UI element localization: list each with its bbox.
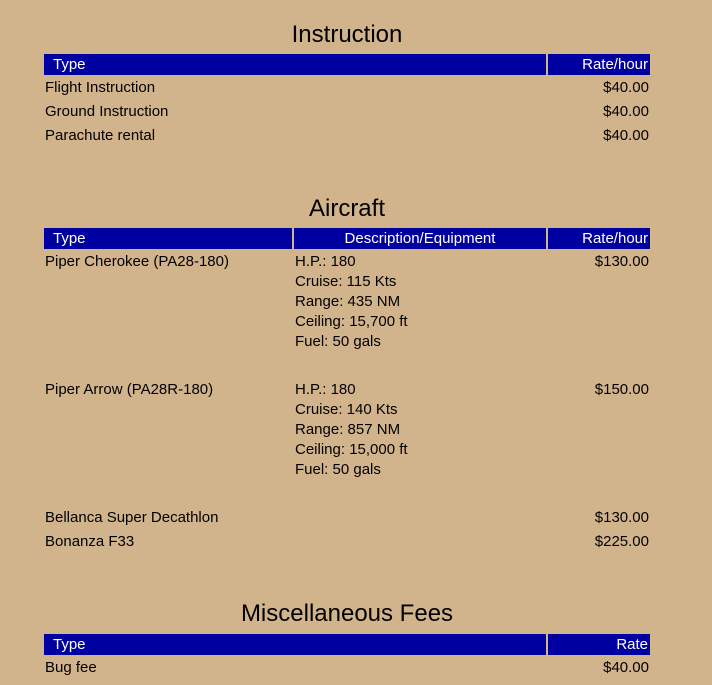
instruction-row-type: Parachute rental (45, 127, 156, 144)
aircraft-row-rate: $225.00 (594, 533, 649, 550)
description-line: Cruise: 140 Kts (295, 401, 398, 418)
instruction-type-header: Type (44, 54, 546, 75)
misc-row-rate: $40.00 (603, 659, 649, 676)
misc-rate-header: Rate (548, 634, 650, 655)
aircraft-row-type: Piper Arrow (PA28R-180) (45, 381, 214, 398)
instruction-title: Instruction (291, 21, 403, 48)
aircraft-row-description (295, 252, 408, 352)
aircraft-description-header: Description/Equipment (294, 228, 546, 249)
misc-type-header: Type (44, 634, 546, 655)
description-line: Fuel: 50 gals (295, 461, 381, 478)
instruction-row-rate: $40.00 (603, 103, 649, 120)
misc-row-type: Bug fee (45, 659, 97, 676)
aircraft-type-header: Type (44, 228, 292, 249)
instruction-row-rate: $40.00 (603, 127, 649, 144)
description-line: Range: 435 NM (295, 293, 401, 310)
instruction-row-type: Flight Instruction (45, 79, 156, 96)
description-line: Cruise: 115 Kts (295, 273, 397, 290)
aircraft-row-rate: $130.00 (594, 253, 649, 270)
aircraft-row-type: Bellanca Super Decathlon (45, 509, 219, 526)
description-line: Fuel: 50 gals (295, 333, 381, 350)
description-line: H.P.: 180 (295, 253, 356, 270)
aircraft-row-description (295, 380, 408, 480)
instruction-row-rate: $40.00 (603, 79, 649, 96)
aircraft-row-type: Piper Cherokee (PA28-180) (45, 253, 229, 270)
instruction-rate-header: Rate/hour (548, 54, 650, 75)
description-line: Ceiling: 15,700 ft (295, 313, 408, 330)
description-line: Range: 857 NM (295, 421, 401, 438)
aircraft-row-rate: $130.00 (594, 509, 649, 526)
aircraft-row-type: Bonanza F33 (45, 533, 135, 550)
description-line: H.P.: 180 (295, 381, 356, 398)
description-line: Ceiling: 15,000 ft (295, 441, 408, 458)
aircraft-rate-header: Rate/hour (548, 228, 650, 249)
misc-title: Miscellaneous Fees (240, 600, 454, 627)
aircraft-row-rate: $150.00 (594, 381, 649, 398)
aircraft-title: Aircraft (308, 195, 385, 222)
instruction-row-type: Ground Instruction (45, 103, 169, 120)
